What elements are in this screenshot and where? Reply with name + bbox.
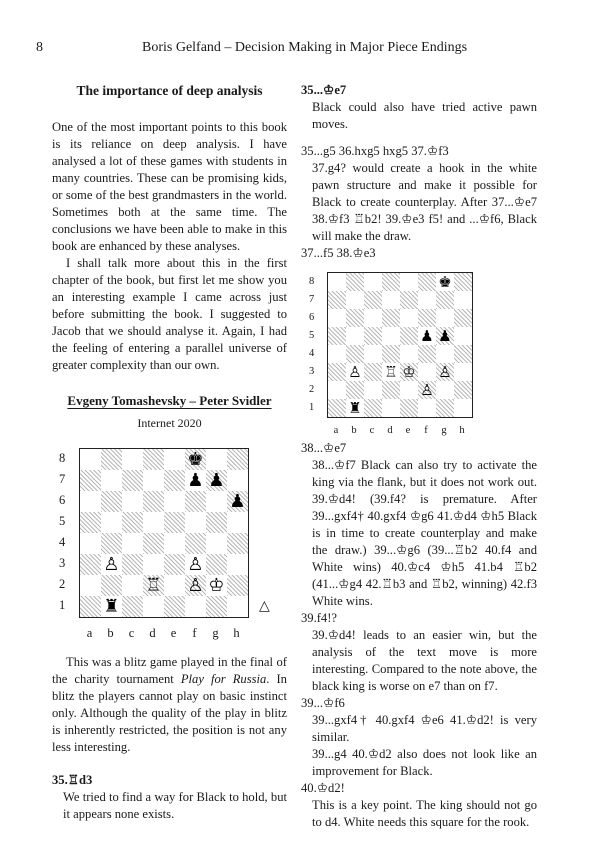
- square-e4: [164, 533, 185, 554]
- file-label: c: [369, 425, 375, 436]
- square-a6: [80, 491, 101, 512]
- event-line: Internet 2020: [137, 416, 202, 430]
- square-g2: [436, 381, 454, 399]
- square-a5: [328, 327, 346, 345]
- square-e2: [164, 575, 185, 596]
- move-40: 40.♔d2!: [301, 781, 345, 795]
- note-39: 39.♔d4! leads to an easier win, but the analysis of the text move is more interesting. Compared to the note above, the black king is worse on e7 than on f7.: [312, 628, 537, 693]
- square-c5: [122, 512, 143, 533]
- square-d5: [143, 512, 164, 533]
- square-d3: [382, 363, 400, 381]
- rank-label: 2: [309, 383, 315, 395]
- square-e3: [164, 554, 185, 575]
- square-c2: [122, 575, 143, 596]
- square-c8: [122, 449, 143, 470]
- square-b1: [101, 596, 122, 617]
- page-number: 8: [36, 40, 43, 55]
- square-f8: [185, 449, 206, 470]
- square-d3: [143, 554, 164, 575]
- square-f5: [418, 327, 436, 345]
- square-f1: [185, 596, 206, 617]
- rank-label: 4: [309, 347, 315, 359]
- square-b6: [346, 309, 364, 327]
- square-g7: [206, 470, 227, 491]
- square-c2: [364, 381, 382, 399]
- rank-label: 2: [59, 577, 66, 591]
- file-label: g: [212, 626, 219, 640]
- square-h6: [227, 491, 248, 512]
- file-label: b: [351, 425, 357, 436]
- intro-paragraph: One of the most important points to this book is its reliance on deep analysis. I have analysed a lot of these games with students in many countries. These can be promising kids, or some of the best grandmasters in the world. Sometimes both at the same time. The conclusions we have been able to make in this book are enhanced by these analyses.: [52, 120, 287, 253]
- square-e7: [164, 470, 185, 491]
- square-a7: [328, 291, 346, 309]
- chess-piece-icon: ♟: [229, 490, 246, 512]
- note-35: We tried to find a way for Black to hold, but it appears none exists.: [63, 790, 287, 821]
- square-b3: [346, 363, 364, 381]
- file-label: b: [107, 626, 114, 640]
- file-label: d: [387, 425, 393, 436]
- square-e4: [400, 345, 418, 363]
- square-c1: [364, 399, 382, 417]
- file-labels: [79, 625, 247, 642]
- square-a1: [80, 596, 101, 617]
- square-d2: [382, 381, 400, 399]
- square-g8: [436, 273, 454, 291]
- file-labels: [327, 422, 471, 439]
- square-f5: [185, 512, 206, 533]
- square-h4: [454, 345, 472, 363]
- square-c3: [364, 363, 382, 381]
- square-f2: [185, 575, 206, 596]
- square-a8: [80, 449, 101, 470]
- chess-piece-icon: ♟: [187, 469, 204, 491]
- move-38b: 38...♔e7: [301, 441, 347, 455]
- square-h5: [454, 327, 472, 345]
- square-f3: [185, 554, 206, 575]
- rank-label: 6: [59, 493, 66, 507]
- square-f6: [418, 309, 436, 327]
- square-g2: [206, 575, 227, 596]
- section-heading: The importance of deep analysis: [76, 83, 263, 98]
- right-column: [301, 82, 537, 831]
- square-g6: [436, 309, 454, 327]
- main-diagram: [52, 438, 287, 648]
- rank-label: 3: [309, 365, 315, 377]
- square-h4: [227, 533, 248, 554]
- square-a5: [80, 512, 101, 533]
- square-f2: [418, 381, 436, 399]
- square-a3: [80, 554, 101, 575]
- rank-labels: [59, 448, 65, 616]
- square-b4: [346, 345, 364, 363]
- rank-label: 4: [59, 535, 66, 549]
- square-a1: [328, 399, 346, 417]
- square-a4: [328, 345, 346, 363]
- file-label: f: [424, 425, 428, 436]
- chess-piece-icon: ♚: [187, 448, 204, 470]
- square-d7: [143, 470, 164, 491]
- file-label: a: [86, 626, 93, 640]
- white-to-move-icon: △: [259, 598, 270, 614]
- chess-piece-icon: ♙: [438, 362, 452, 381]
- chess-piece-icon: ♙: [420, 380, 434, 399]
- square-c5: [364, 327, 382, 345]
- square-e5: [164, 512, 185, 533]
- square-d1: [382, 399, 400, 417]
- note-37: 37.g4? would create a hook in the white pawn structure and make it possible for Black to create counterplay. After 37...♔e7 38.♔f3 ♖b2! 39.♔e3 f5! and ...♔f6, Black will make the draw.: [312, 161, 537, 243]
- chess-board: [327, 272, 473, 418]
- square-b4: [101, 533, 122, 554]
- square-b5: [346, 327, 364, 345]
- square-f1: [418, 399, 436, 417]
- square-b5: [101, 512, 122, 533]
- square-c4: [122, 533, 143, 554]
- rank-label: 1: [59, 598, 66, 612]
- square-f4: [418, 345, 436, 363]
- rank-label: 7: [309, 293, 315, 305]
- square-g4: [206, 533, 227, 554]
- chess-piece-icon: ♜: [348, 398, 362, 417]
- square-h7: [454, 291, 472, 309]
- square-d5: [382, 327, 400, 345]
- square-e6: [400, 309, 418, 327]
- move-35: 35.♖d3: [52, 773, 93, 787]
- square-g7: [436, 291, 454, 309]
- square-b7: [346, 291, 364, 309]
- rank-label: 5: [59, 514, 66, 528]
- rank-label: 8: [59, 451, 66, 465]
- chess-piece-icon: ♔: [402, 362, 416, 381]
- square-a6: [328, 309, 346, 327]
- square-f7: [418, 291, 436, 309]
- file-label: f: [192, 626, 197, 640]
- intro-paragraph-2: I shall talk more about this in the first chapter of the book, but first let me show you an interesting example I came across just before submitting the book. I suggested to Jacob that we should analyse it. Again, I had the feeling of entering a parallel universe of greater complexity than our own.: [52, 256, 287, 372]
- left-column: [52, 82, 287, 823]
- square-e1: [164, 596, 185, 617]
- square-a2: [80, 575, 101, 596]
- file-label: a: [333, 425, 339, 436]
- square-d8: [143, 449, 164, 470]
- square-h3: [227, 554, 248, 575]
- square-b7: [101, 470, 122, 491]
- square-b6: [101, 491, 122, 512]
- square-g1: [206, 596, 227, 617]
- game-title: Evgeny Tomashevsky – Peter Svidler: [67, 393, 272, 408]
- file-label: g: [441, 425, 447, 436]
- file-label: e: [170, 626, 177, 640]
- square-e2: [400, 381, 418, 399]
- square-e1: [400, 399, 418, 417]
- square-h6: [454, 309, 472, 327]
- file-label: d: [149, 626, 156, 640]
- square-f3: [418, 363, 436, 381]
- square-d1: [143, 596, 164, 617]
- square-f4: [185, 533, 206, 554]
- rank-labels: [309, 272, 314, 416]
- square-a7: [80, 470, 101, 491]
- note-39b-1: 39...gxf4† 40.gxf4 ♔e6 41.♔d2! is very similar.: [312, 713, 537, 744]
- running-head: Boris Gelfand – Decision Making in Major Piece Endings: [142, 40, 468, 55]
- square-h8: [454, 273, 472, 291]
- chess-piece-icon: ♖: [384, 362, 398, 381]
- chess-piece-icon: ♙: [103, 553, 120, 575]
- square-d8: [382, 273, 400, 291]
- line-38: 37...f5 38.♔e3: [301, 246, 376, 260]
- chess-piece-icon: ♙: [187, 574, 204, 596]
- rank-label: 8: [309, 275, 315, 287]
- square-g4: [436, 345, 454, 363]
- square-b1: [346, 399, 364, 417]
- square-f8: [418, 273, 436, 291]
- square-h3: [454, 363, 472, 381]
- square-d4: [382, 345, 400, 363]
- square-c8: [364, 273, 382, 291]
- square-g5: [436, 327, 454, 345]
- square-g6: [206, 491, 227, 512]
- square-b3: [101, 554, 122, 575]
- square-e6: [164, 491, 185, 512]
- file-label: h: [459, 425, 465, 436]
- square-a8: [328, 273, 346, 291]
- square-h1: [454, 399, 472, 417]
- chess-board: [79, 448, 249, 618]
- square-h1: [227, 596, 248, 617]
- square-g5: [206, 512, 227, 533]
- square-a4: [80, 533, 101, 554]
- chess-piece-icon: ♖: [145, 574, 162, 596]
- square-a2: [328, 381, 346, 399]
- square-c3: [122, 554, 143, 575]
- square-c1: [122, 596, 143, 617]
- square-d7: [382, 291, 400, 309]
- square-f7: [185, 470, 206, 491]
- note-39b-2: 39...g4 40.♔d2 also does not look like an improvement for Black.: [312, 747, 537, 778]
- square-g3: [206, 554, 227, 575]
- chess-piece-icon: ♚: [438, 272, 452, 291]
- chess-piece-icon: ♟: [438, 326, 452, 345]
- square-e3: [400, 363, 418, 381]
- square-c6: [122, 491, 143, 512]
- line-37: 35...g5 36.hxg5 hxg5 37.♔f3: [301, 144, 449, 158]
- second-diagram: [301, 272, 537, 440]
- note-40: This is a key point. The king should not go to d4. White needs this square for the rook.: [312, 798, 537, 829]
- square-e8: [400, 273, 418, 291]
- square-d4: [143, 533, 164, 554]
- chess-piece-icon: ♙: [348, 362, 362, 381]
- square-h8: [227, 449, 248, 470]
- rank-label: 5: [309, 329, 315, 341]
- square-h5: [227, 512, 248, 533]
- square-e7: [400, 291, 418, 309]
- move-35b: 35...♔e7: [301, 83, 347, 97]
- square-b8: [346, 273, 364, 291]
- square-c4: [364, 345, 382, 363]
- square-b2: [346, 381, 364, 399]
- square-g1: [436, 399, 454, 417]
- chess-piece-icon: ♟: [208, 469, 225, 491]
- square-b2: [101, 575, 122, 596]
- chess-piece-icon: ♜: [103, 595, 120, 617]
- square-e5: [400, 327, 418, 345]
- square-h7: [227, 470, 248, 491]
- square-d2: [143, 575, 164, 596]
- square-c7: [364, 291, 382, 309]
- chess-piece-icon: ♟: [420, 326, 434, 345]
- note-35b: Black could also have tried active pawn moves.: [312, 100, 537, 131]
- file-label: c: [128, 626, 135, 640]
- note-38: 38...♔f7 Black can also try to activate the king via the flank, but it does not work out. 39.♔d4! (39.f4? is premature. After 39...gxf4† 40.gxf4 ♔g6 41.♔d4 ♔h5 Black is in time to create counterplay and make the draw.) 39...♔g6 (39...♖b2 40.f4 and White wins) 40.♔c4 ♔h5 41.b4 ♖b2 (41...♔g4 42.♖b3 and ♖b2, winning) 42.f3 White wins.: [312, 458, 537, 608]
- square-b8: [101, 449, 122, 470]
- rank-label: 1: [309, 401, 315, 413]
- square-c6: [364, 309, 382, 327]
- square-c7: [122, 470, 143, 491]
- file-label: e: [405, 425, 411, 436]
- game-context-paragraph: This was a blitz game played in the final of the charity tournament Play for Russia. In blitz the players cannot play on basic instinct only. Although the quality of the play in blitz is inherently restricted, the position is not any less interesting.: [52, 655, 287, 754]
- chess-piece-icon: ♙: [187, 553, 204, 575]
- rank-label: 3: [59, 556, 66, 570]
- file-label: h: [233, 626, 240, 640]
- square-d6: [382, 309, 400, 327]
- square-g3: [436, 363, 454, 381]
- square-a3: [328, 363, 346, 381]
- square-e8: [164, 449, 185, 470]
- chess-piece-icon: ♔: [208, 574, 225, 596]
- square-h2: [227, 575, 248, 596]
- move-39: 39.f4!?: [301, 611, 338, 625]
- square-h2: [454, 381, 472, 399]
- move-39b: 39...♔f6: [301, 696, 345, 710]
- square-g8: [206, 449, 227, 470]
- square-d6: [143, 491, 164, 512]
- rank-label: 6: [309, 311, 315, 323]
- rank-label: 7: [59, 472, 66, 486]
- square-f6: [185, 491, 206, 512]
